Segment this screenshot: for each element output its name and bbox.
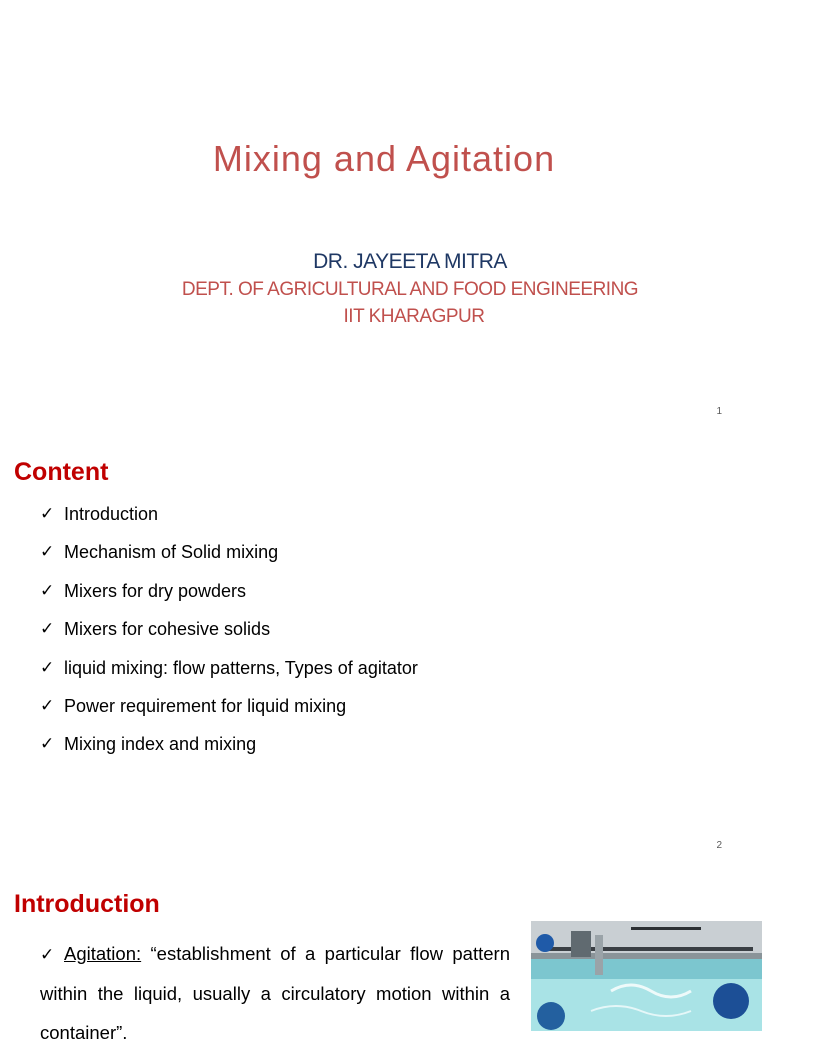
list-item: [40, 732, 418, 770]
list-item: [40, 540, 418, 578]
checkmark-icon: ✓: [40, 734, 55, 754]
definition-text: “establishment of a particular flow pattern within the liquid, usually a circulatory motion within a container”.: [40, 943, 510, 1043]
checkmark-icon: ✓: [40, 945, 55, 964]
list-item-text: Mixing index and mixing: [64, 734, 257, 755]
introduction-slide: [0, 864, 768, 1043]
list-item-text: Power requirement for liquid mixing: [64, 695, 347, 716]
checkmark-icon: ✓: [40, 619, 55, 639]
checkmark-icon: ✓: [40, 657, 55, 677]
mixing-tank-illustration: [531, 921, 762, 1031]
checkmark-icon: ✓: [40, 504, 55, 523]
list-item-text: Mixers for dry powders: [64, 580, 247, 601]
title-slide: [0, 0, 768, 432]
institute-name: IIT KHARAGPUR: [343, 306, 485, 327]
list-item: [40, 656, 418, 694]
content-list: [40, 502, 418, 771]
checkmark-icon: ✓: [40, 695, 55, 715]
mixing-tank-photo: [531, 921, 762, 1031]
agitation-term: Agitation:: [64, 943, 142, 964]
list-item: [40, 617, 418, 655]
list-item: [40, 579, 418, 617]
page-number: 2: [716, 840, 722, 851]
list-item: [40, 502, 418, 540]
page-number: 1: [716, 406, 722, 417]
author-name: DR. JAYEETA MITRA: [313, 250, 507, 273]
list-item-text: liquid mixing: flow patterns, Types of agitator: [64, 657, 418, 678]
agitation-definition: [40, 934, 510, 1052]
presentation-title: Mixing and Agitation: [212, 138, 556, 179]
checkmark-icon: ✓: [40, 580, 55, 600]
list-item-text: Mixers for cohesive solids: [64, 619, 271, 640]
department-name: DEPT. OF AGRICULTURAL AND FOOD ENGINEERING: [181, 279, 639, 300]
slide-heading: Content: [14, 458, 109, 486]
checkmark-icon: ✓: [40, 542, 55, 562]
list-item-text: Introduction: [64, 504, 159, 524]
list-item: [40, 694, 418, 732]
slide-heading: Introduction: [14, 890, 160, 918]
list-item-text: Mechanism of Solid mixing: [64, 542, 279, 563]
content-slide: [0, 432, 768, 864]
